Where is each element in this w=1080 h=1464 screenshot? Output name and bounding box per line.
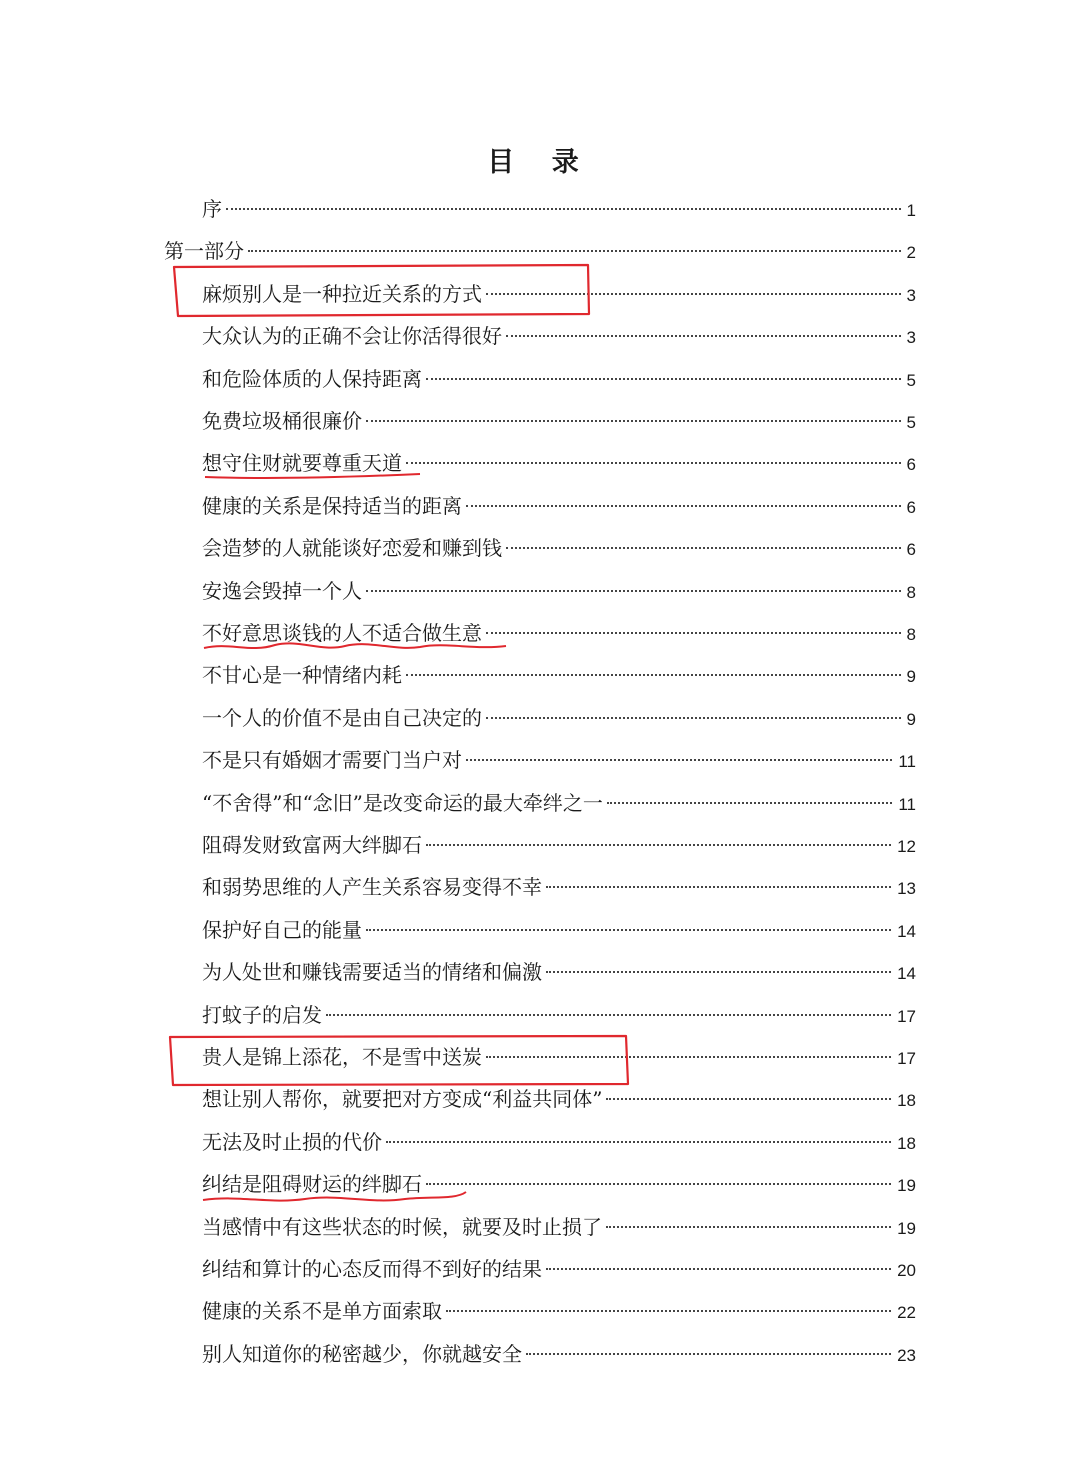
toc-entry-title: 第一部分 [164, 239, 244, 264]
toc-dot-leader [366, 590, 901, 592]
toc-page-number: 3 [906, 328, 916, 348]
toc-entry[interactable] [202, 867, 916, 907]
toc-entry-title: 为人处世和赚钱需要适当的情绪和偏激 [202, 960, 542, 985]
toc-entry-title: 贵人是锦上添花，不是雪中送炭 [202, 1045, 482, 1069]
toc-entry[interactable] [202, 1291, 916, 1331]
toc-dot-leader [506, 547, 901, 549]
toc-dot-leader [248, 250, 901, 252]
toc-dot-leader [226, 208, 901, 210]
toc-dot-leader [546, 971, 891, 973]
toc-entry-title: 想让别人帮你，就要把对方变成“利益共同体” [202, 1087, 603, 1112]
toc-dot-leader [546, 886, 891, 888]
toc-entry-title: 会造梦的人就能谈好恋爱和赚到钱 [202, 536, 502, 561]
toc-entry-title: 和弱势思维的人产生关系容易变得不幸 [202, 875, 542, 900]
toc-page-number: 3 [906, 285, 916, 305]
toc-dot-leader [446, 1310, 891, 1312]
toc-entry-title: 纠结和算计的心态反而得不到好的结果 [202, 1257, 542, 1281]
toc-entry-title: 和危险体质的人保持距离 [202, 366, 422, 391]
toc-entry-title: 不是只有婚姻才需要门当户对 [202, 748, 462, 773]
toc-entry-title: 想守住财就要尊重天道 [202, 451, 402, 476]
toc-entry[interactable] [164, 231, 916, 271]
toc-page-number: 19 [897, 1176, 916, 1196]
toc-page-number: 17 [897, 1006, 916, 1026]
toc-entry-title: 保护好自己的能量 [202, 917, 362, 942]
toc-page-number: 23 [897, 1345, 916, 1365]
toc-page-number: 2 [906, 243, 916, 263]
toc-page-number: 13 [897, 879, 916, 899]
toc-dot-leader [606, 1098, 891, 1100]
toc-page-number: 17 [897, 1049, 916, 1068]
toc-page-number: 6 [906, 455, 916, 475]
toc-dot-leader [426, 1183, 891, 1185]
toc-entry-title: 序 [202, 197, 222, 221]
toc-entry-title: 免费垃圾桶很廉价 [202, 409, 362, 433]
toc-entry[interactable] [202, 952, 916, 992]
toc-page-number: 11 [898, 794, 916, 814]
toc-page-number: 11 [898, 752, 916, 772]
toc-entry[interactable] [202, 910, 916, 950]
toc-page-number: 9 [906, 709, 916, 729]
toc-dot-leader [466, 759, 892, 761]
toc-entry[interactable] [202, 1334, 916, 1374]
toc-entry-title: “不舍得”和“念旧”是改变命运的最大牵绊之一 [202, 790, 603, 815]
toc-entry[interactable] [202, 189, 916, 229]
toc-dot-leader [607, 802, 892, 804]
toc-entry[interactable] [202, 316, 916, 356]
toc-entry-title: 不甘心是一种情绪内耗 [202, 663, 402, 688]
toc-dot-leader [386, 1141, 891, 1143]
toc-entry[interactable] [202, 274, 916, 314]
toc-dot-leader [486, 293, 901, 295]
toc-entry-title: 无法及时止损的代价 [202, 1129, 382, 1154]
toc-page-number: 1 [906, 201, 916, 220]
toc-entry[interactable] [202, 1249, 916, 1289]
toc-entry-title: 纠结是阻碍财运的绊脚石 [202, 1172, 422, 1197]
toc-page-number: 6 [906, 497, 916, 517]
toc-dot-leader [486, 717, 901, 719]
toc-dot-leader [486, 1056, 891, 1058]
toc-entry-title: 不好意思谈钱的人不适合做生意 [202, 621, 482, 645]
toc-dot-leader [366, 420, 901, 422]
toc-page-number: 18 [897, 1133, 916, 1153]
toc-entry-title: 安逸会毁掉一个人 [202, 578, 362, 603]
toc-dot-leader [326, 1014, 891, 1016]
toc-entry[interactable] [202, 1079, 916, 1119]
toc-entry-title: 别人知道你的秘密越少，你就越安全 [202, 1341, 522, 1366]
toc-entry[interactable] [202, 528, 916, 568]
toc-page-number: 8 [906, 582, 916, 602]
toc-entry[interactable] [202, 613, 916, 653]
toc-entry[interactable] [202, 1122, 916, 1162]
toc-page-number: 6 [906, 540, 916, 560]
toc-page-number: 14 [897, 921, 916, 941]
toc-dot-leader [366, 929, 891, 931]
toc-page-number: 14 [897, 964, 916, 984]
toc-page-number: 12 [897, 837, 916, 856]
toc-entry[interactable] [202, 1164, 916, 1204]
toc-entry[interactable] [202, 571, 916, 611]
toc-entry-title: 一个人的价值不是由自己决定的 [202, 705, 482, 730]
toc-entry[interactable] [202, 655, 916, 695]
toc-dot-leader [426, 378, 901, 380]
toc-page-number: 18 [897, 1091, 916, 1111]
toc-dot-leader [486, 632, 901, 634]
toc-dot-leader [546, 1268, 891, 1270]
toc-entry-title: 健康的关系是保持适当的距离 [202, 493, 462, 518]
toc-page-number: 5 [906, 413, 916, 432]
toc-entry-title: 当感情中有这些状态的时候，就要及时止损了 [202, 1214, 602, 1239]
toc-dot-leader [526, 1353, 891, 1355]
toc-entry-title: 健康的关系不是单方面索取 [202, 1299, 442, 1324]
toc-page-number: 19 [897, 1218, 916, 1238]
toc-entry[interactable] [202, 1207, 916, 1247]
toc-entry[interactable] [202, 401, 916, 441]
toc-dot-leader [426, 844, 891, 846]
toc-page-number: 9 [906, 667, 916, 687]
toc-entry[interactable] [202, 486, 916, 526]
toc-entry[interactable] [202, 1037, 916, 1077]
toc-page-number: 22 [897, 1303, 916, 1323]
toc-page-number: 5 [906, 370, 916, 390]
toc-dot-leader [406, 674, 901, 676]
toc-dot-leader [506, 335, 901, 337]
toc-entry[interactable] [202, 783, 916, 823]
toc-dot-leader [606, 1226, 891, 1228]
toc-entry[interactable] [202, 698, 916, 738]
toc-entry[interactable] [202, 995, 916, 1035]
toc-entry[interactable] [202, 359, 916, 399]
toc-entry[interactable] [202, 443, 916, 483]
toc-title: 目 录 [487, 147, 593, 178]
toc-page-number: 20 [897, 1261, 916, 1280]
toc-dot-leader [466, 505, 901, 507]
toc-entry[interactable] [202, 825, 916, 865]
toc-entry[interactable] [202, 740, 916, 780]
toc-entry-title: 麻烦别人是一种拉近关系的方式 [202, 281, 482, 306]
toc-dot-leader [406, 462, 901, 464]
toc-page-number: 8 [906, 625, 916, 644]
toc-entry-title: 大众认为的正确不会让你活得很好 [202, 324, 502, 349]
toc-entry-title: 阻碍发财致富两大绊脚石 [202, 833, 422, 857]
toc-entry-title: 打蚊子的启发 [202, 1002, 322, 1027]
